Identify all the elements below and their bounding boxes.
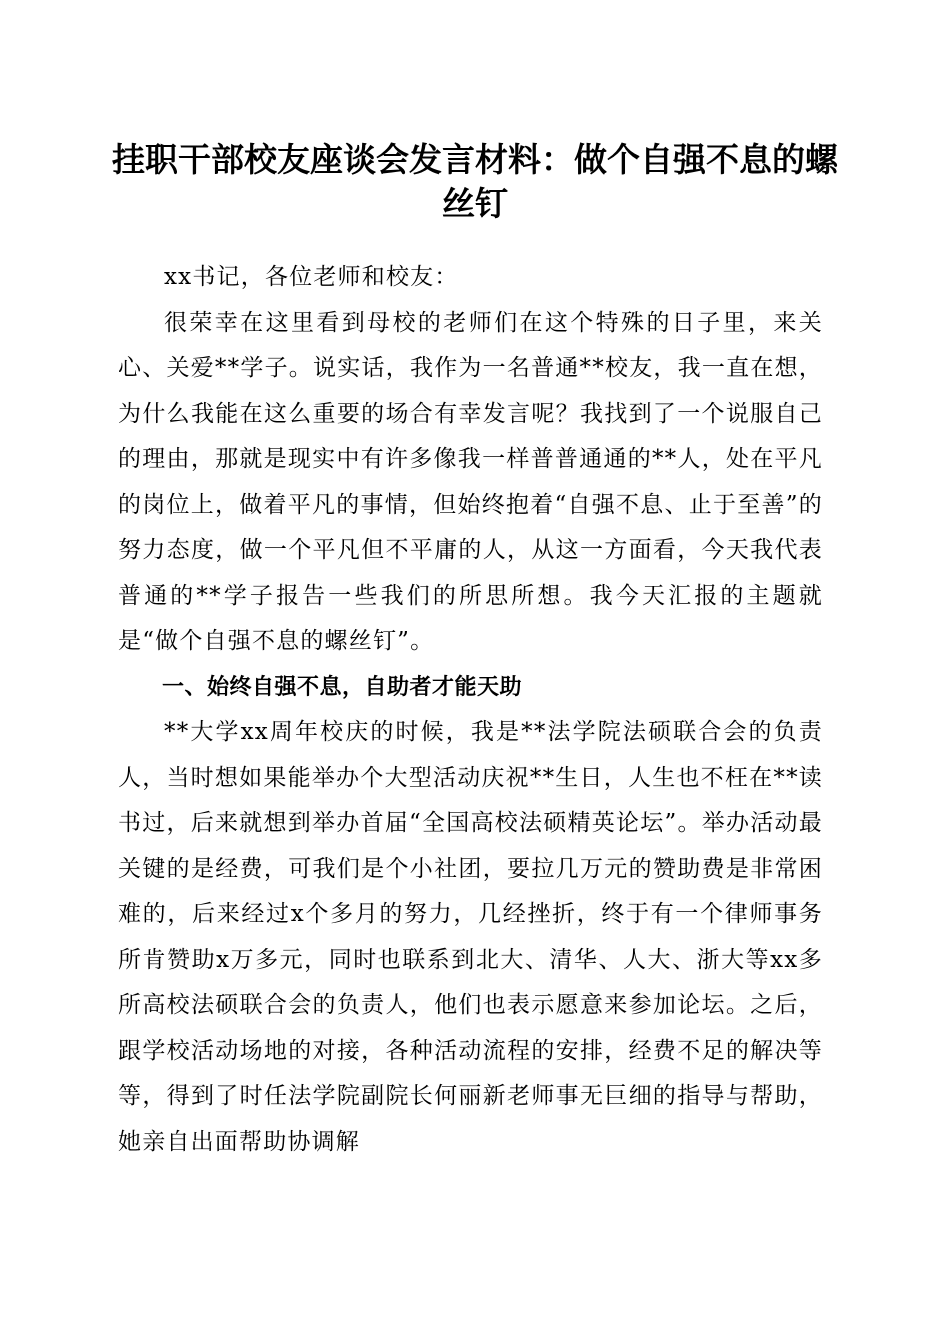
document-title: 挂职干部校友座谈会发言材料：做个自强不息的螺丝钉: [112, 140, 838, 223]
section-heading-1: 一、始终自强不息，自助者才能天助: [162, 674, 523, 700]
document-body: [118, 255, 823, 1165]
paragraph-intro: 很荣幸在这里看到母校的老师们在这个特殊的日子里，来关心、关爱**学子。说实话，我作为一名普通**校友，我一直在想，为什么我能在这么重要的场合有幸发言呢？我找到了一个说服自己的理由，那就是现实中有许多像我一样普普通通的**人，处在平凡的岗位上，做着平凡的事情，但始终抱着“自强不息、止于至善”的努力态度，做一个平凡但不平庸的人，从这一方面看，今天我代表普通的**学子报告一些我们的所思所想。我今天汇报的主题就是“做个自强不息的螺丝钉”。: [118, 309, 823, 654]
paragraph-section-1: **大学xx周年校庆的时候，我是**法学院法硕联合会的负责人，当时想如果能举办个大型活动庆祝**生日，人生也不枉在**读书过，后来就想到举办首届“全国高校法硕精英论坛”。举办活动最关键的是经费，可我们是个小社团，要拉几万元的赞助费是非常困难的，后来经过x个多月的努力，几经挫折，终于有一个律师事务所肯赞助x万多元，同时也联系到北大、清华、人大、浙大等xx多所高校法硕联合会的负责人，他们也表示愿意来参加论坛。之后，跟学校活动场地的对接，各种活动流程的安排，经费不足的解决等等，得到了时任法学院副院长何丽新老师事无巨细的指导与帮助，她亲自出面帮助协调解: [118, 719, 823, 1155]
salutation: xx书记，各位老师和校友：: [164, 264, 459, 290]
